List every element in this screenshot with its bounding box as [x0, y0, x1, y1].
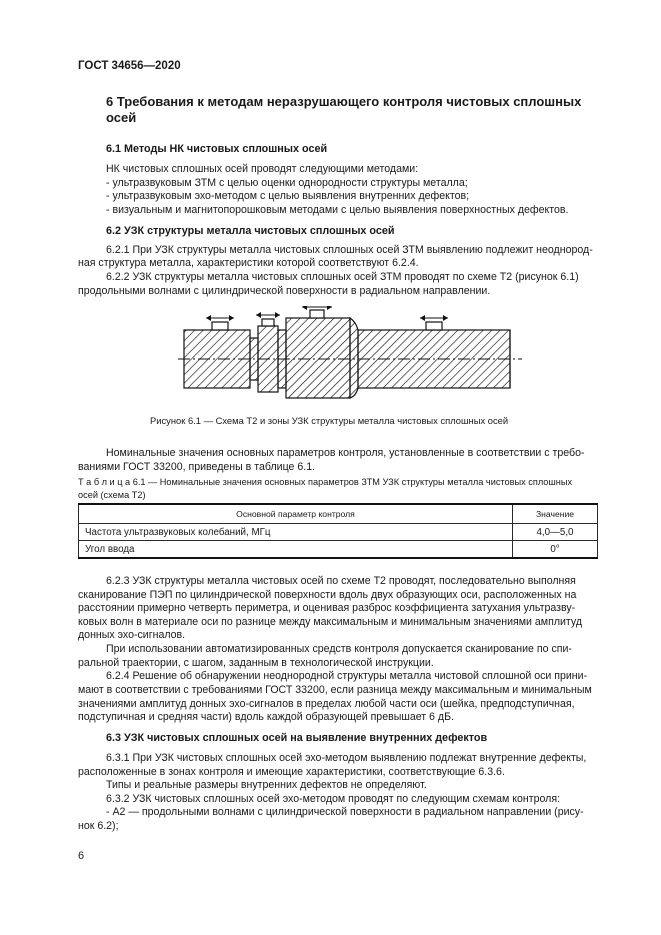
paragraph-6-2-1-line: ная структура металла, характеристики которой соответствуют 6.2.4. — [78, 257, 419, 269]
section-6-3-title: 6.3 УЗК чистовых сплошных осей на выявление внутренних дефектов — [106, 732, 488, 744]
table-row — [79, 541, 598, 559]
figure-6-1-axle-scheme — [176, 306, 526, 400]
axle-body — [184, 318, 510, 398]
paragraph-6-2-2-line: продольными волнами с цилиндрической поверхности в радиальном направлении. — [78, 285, 491, 297]
paragraph-6-2-4-line: подступичная и средняя части) вдоль каждой образующей превышает 6 дБ. — [78, 711, 454, 723]
paragraph-6-3-1-line: 6.3.1 При УЗК чистовых сплошных осей эхо-методом выявлению подлежат внутренние дефекты, — [106, 752, 587, 764]
table-6-1-title-line: осей (схема Т2) — [78, 490, 146, 500]
table-6-1-title-line: Т а б л и ц а 6.1 — Номинальные значения основных параметров ЗТМ УЗК структуры металла чистовых сплошных — [78, 477, 573, 487]
paragraph-6-2-4-line: мают в соответствии с требованиями ГОСТ 33200, если разница между максимальным и минимальным — [78, 684, 592, 696]
paragraph-automation-line: ральной траектории, с шагом, заданным в технологической инструкции. — [78, 657, 434, 669]
table-header-cell: Основной параметр контроля — [79, 504, 513, 524]
table-6-1 — [78, 503, 598, 559]
paragraph-automation-line: При использовании автоматизированных средств контроля допускается сканирование по спи- — [106, 643, 572, 655]
table-cell-value: 0° — [513, 541, 598, 559]
table-header-cell: Значение — [513, 504, 598, 524]
paragraph-6-2-3-line: донных эхо-сигналов. — [78, 629, 186, 641]
list-item: - ультразвуковым эхо-методом с целью выявления внутренних дефектов; — [106, 190, 470, 202]
table-cell-param: Угол ввода — [79, 541, 513, 559]
list-item-a2-line: нок 6.2); — [78, 820, 119, 832]
section-6-title: 6 Требования к методам неразрушающего контроля чистовых сплошных осей — [106, 94, 582, 125]
document-header: ГОСТ 34656—2020 — [78, 60, 181, 72]
paragraph-6-2-3-line: сканирование ПЭП по цилиндрической поверхности вдоль двух образующих оси, расположенных на — [78, 589, 577, 601]
paragraph-6-2-3-line: расстоянии примерно четверть периметра, и оценивая разброс коэффициента затухания ультразву- — [78, 602, 576, 614]
paragraph-6-1-intro: НК чистовых сплошных осей проводят следующими методами: — [106, 163, 419, 175]
page-number: 6 — [78, 850, 85, 862]
section-6-1-title: 6.1 Методы НК чистовых сплошных осей — [106, 143, 328, 155]
section-6-2-title: 6.2 УЗК структуры металла чистовых сплошных осей — [106, 225, 395, 237]
paragraph-6-2-2-line: 6.2.2 УЗК структуры металла чистовых сплошных осей ЗТМ проводят по схеме Т2 (рисунок 6.1) — [106, 271, 579, 283]
paragraph-table-intro-line: ваниями ГОСТ 33200, приведены в таблице 6.1. — [78, 461, 316, 473]
paragraph-6-2-4-line: 6.2.4 Решение об обнаружении неоднородной структуры металла чистовой сплошной оси прини- — [106, 670, 588, 682]
table-row — [79, 524, 598, 541]
paragraph-6-3-1-line: расположенные в зонах контроля и имеющие характеристики, соответствующие 6.3.6. — [78, 766, 505, 778]
list-item: - ультразвуковым ЗТМ с целью оценки однородности структуры металла; — [106, 177, 468, 189]
figure-6-1-caption: Рисунок 6.1 — Схема Т2 и зоны УЗК структуры металла чистовых сплошных осей — [150, 415, 509, 426]
table-header-row — [79, 504, 598, 524]
paragraph-defect-types: Типы и реальные размеры внутренних дефектов не определяют. — [106, 779, 427, 791]
probe-middle — [420, 315, 448, 330]
probe-neck — [206, 315, 234, 330]
paragraph-6-3-2: 6.3.2 УЗК чистовых сплошных осей эхо-методом проводят по следующим схемам контроля: — [106, 793, 561, 805]
list-item-a2-line: - А2 — продольными волнами с цилиндрической поверхности в радиальном направлении (рису- — [106, 806, 584, 818]
table-cell-param: Частота ультразвуковых колебаний, МГц — [79, 524, 513, 541]
probe-pre-hub — [256, 312, 280, 326]
paragraph-6-2-3-line: ковых волн в материале оси по разнице между максимальным и минимальным значениями амплитуд — [78, 616, 583, 628]
paragraph-6-2-3-line: 6.2.3 УЗК структуры металла чистовых осей по схеме Т2 проводят, последовательно выполняя — [106, 575, 576, 587]
paragraph-6-2-1-line: 6.2.1 При УЗК структуры металла чистовых сплошных осей ЗТМ выявлению подлежит неоднород- — [106, 244, 593, 256]
probe-hub — [302, 306, 332, 318]
table-cell-value: 4,0—5,0 — [513, 524, 598, 541]
list-item: - визуальным и магнитопорошковым методами с целью выявления поверхностных дефектов. — [106, 204, 569, 216]
paragraph-6-2-4-line: значениями амплитуд донных эхо-сигналов в пределах любой части оси (шейка, предподступичная, — [78, 698, 575, 710]
paragraph-table-intro-line: Номинальные значения основных параметров контроля, установленные в соответствии с требо- — [106, 447, 585, 459]
